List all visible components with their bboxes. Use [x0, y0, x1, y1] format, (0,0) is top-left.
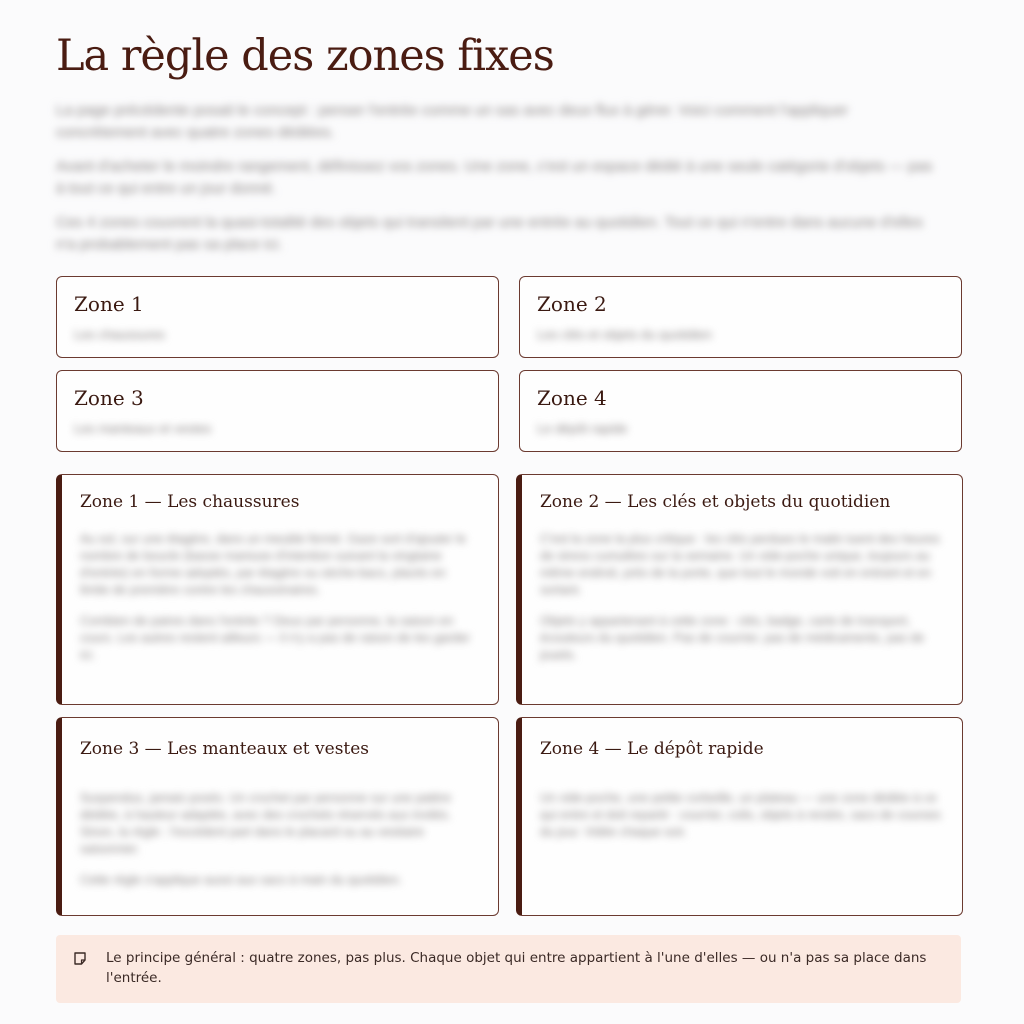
- zone-subtitle: Les chaussures: [74, 327, 166, 342]
- zone-detail-title: Zone 3 — Les manteaux et vestes: [80, 739, 370, 759]
- zone-detail-grid: [56, 474, 962, 916]
- zone-detail-title: Zone 1 — Les chaussures: [80, 492, 300, 512]
- zone-detail-card-2: [516, 474, 963, 705]
- note-icon: [74, 952, 86, 965]
- zone-detail-card-3: [56, 717, 499, 916]
- zone-card-1: [56, 276, 499, 358]
- zone-detail-paragraph: Suspendus, jamais posés. Un crochet par personne sur une patère dédiée, à hauteur adaptée, avec des crochets réservés aux invités. Sinon, la règle : l'excédent part dans le placard ou au vestiaire saisonnier.: [80, 791, 452, 856]
- zone-detail-paragraph: Un vide-poche, une petite corbeille, un plateau — une zone dédiée à ce qui entre et doit repartir : courrier, colis, objets à rendre, sacs de courses du jour. Vidée chaque soir.: [540, 791, 941, 839]
- zone-card-4: [519, 370, 962, 452]
- zone-detail-title: Zone 2 — Les clés et objets du quotidien: [540, 492, 891, 512]
- zone-detail-paragraph: Cette règle s'applique aussi aux sacs à main du quotidien.: [80, 873, 403, 887]
- intro-paragraph: Avant d'acheter le moindre rangement, définissez vos zones. Une zone, c'est un espace dédié à une seule catégorie d'objets — pas à tout ce qui entre un jour donné.: [56, 158, 933, 197]
- page-title: La règle des zones fixes: [56, 31, 554, 81]
- zone-detail-paragraph: Au sol, sur une étagère, dans un meuble fermé. Gaze sort d'ajouter le nombre de boucle (basse maniuse d'intention suivant la vingtaine d'entrée) en forme adoptés, par étagère ou sèche-bacs, placés en limite de première contre les chaussinaires.: [80, 532, 466, 597]
- zone-detail-body: [540, 531, 942, 664]
- zone-detail-body: [80, 531, 478, 664]
- zone-detail-body: [540, 790, 942, 841]
- zone-detail-card-1: [56, 474, 499, 705]
- zone-detail-paragraph: Combien de paires dans l'entrée ? Deux par personne, la saison en cours. Les autres restent ailleurs — il n'y a pas de raison de les garder ici.: [80, 614, 471, 662]
- zone-detail-title: Zone 4 — Le dépôt rapide: [540, 739, 764, 759]
- zone-subtitle: Les clés et objets du quotidien: [537, 327, 712, 342]
- zone-detail-paragraph: Objets y appartenant à cette zone : clés, badge, carte de transport, écouteurs du quotidien. Pas de courrier, pas de médicaments, pas de jouets.: [540, 614, 925, 662]
- zone-label: Zone 2: [537, 292, 607, 316]
- zone-label: Zone 3: [74, 386, 144, 410]
- intro-text: [56, 100, 962, 256]
- zone-detail-body: [80, 790, 478, 889]
- zone-subtitle: Les manteaux et vestes: [74, 421, 212, 436]
- zone-label: Zone 1: [74, 292, 144, 316]
- intro-paragraph: La page précédente posait le concept : penser l'entrée comme un sas avec deux flux à gérer. Voici comment l'appliquer concrètement avec quatre zones dédiées.: [56, 102, 849, 141]
- intro-paragraph: Ces 4 zones couvrent la quasi-totalité des objets qui transitent par une entrée au quotidien. Tout ce qui n'entre dans aucune d'elles n'a probablement pas sa place ici.: [56, 214, 923, 253]
- zone-card-3: [56, 370, 499, 452]
- zone-detail-paragraph: C'est la zone la plus critique : les clés perdues le matin tuent des heures de stress cumulées sur la semaine. Un vide-poche unique, toujours au même endroit, près de la porte, que tout le monde voit en entrant et en sortant.: [540, 532, 940, 597]
- zone-overview-grid: [56, 276, 962, 452]
- zone-label: Zone 4: [537, 386, 607, 410]
- zone-subtitle: Le dépôt rapide: [537, 421, 628, 436]
- note-text: Le principe général : quatre zones, pas plus. Chaque objet qui entre appartient à l'une d'elles — ou n'a pas sa place dans l'entrée.: [106, 950, 927, 986]
- zone-card-2: [519, 276, 962, 358]
- zone-detail-card-4: [516, 717, 963, 916]
- principle-note: [56, 935, 961, 1003]
